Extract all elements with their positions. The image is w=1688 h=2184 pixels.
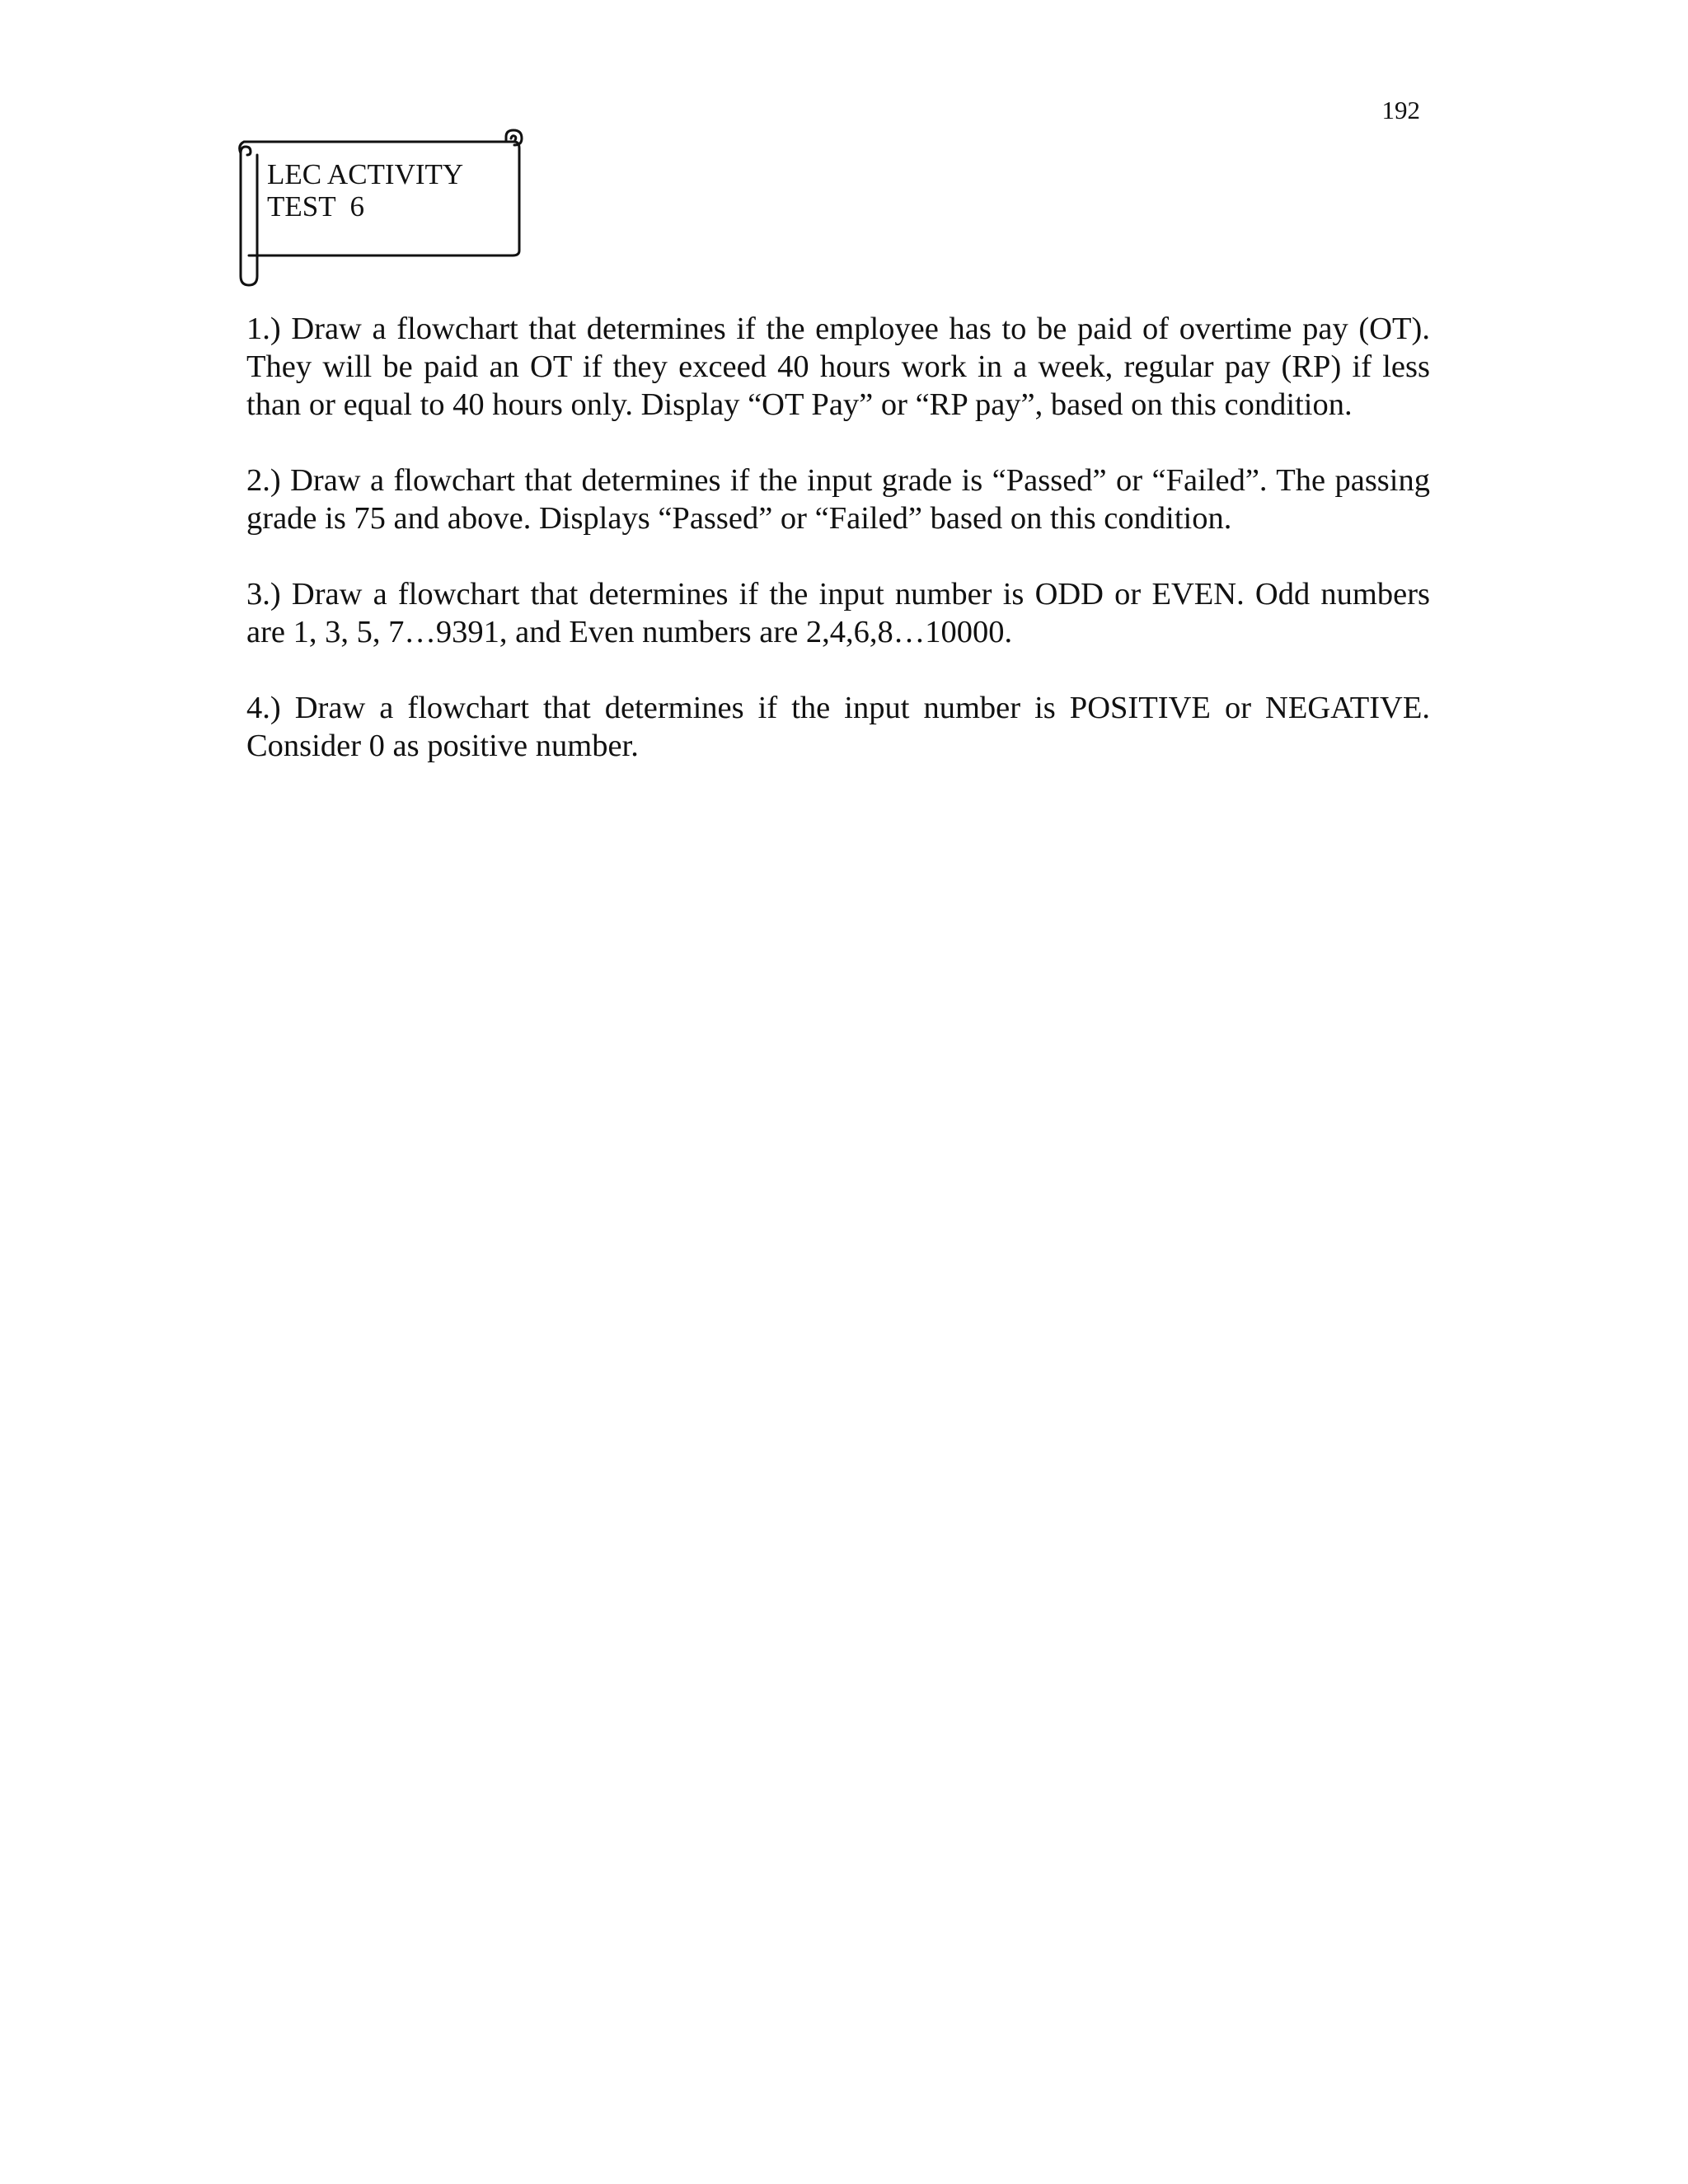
question-4: 4.) Draw a flowchart that determines if the input number is POSITIVE or NEGATIVE. Consider 0 as positive number.	[246, 691, 1430, 763]
page-number: 192	[1381, 96, 1420, 124]
question-1: 1.) Draw a flowchart that determines if the employee has to be paid of overtime pay (OT). They will be paid an OT if they exceed 40 hours work in a week, regular pay (RP) if less than or equal to 40 hours only. Display “OT Pay” or “RP pay”, based on this condition.	[246, 312, 1430, 422]
activity-banner	[229, 130, 528, 285]
question-2: 2.) Draw a flowchart that determines if the input grade is “Passed” or “Failed”. The passing grade is 75 and above. Displays “Passed” or “Failed” based on this condition.	[246, 463, 1430, 536]
banner-line-test: TEST 6	[267, 190, 364, 223]
question-list	[246, 310, 1430, 803]
banner-line-activity: LEC ACTIVITY	[267, 158, 464, 190]
banner-title	[267, 158, 463, 223]
question-3: 3.) Draw a flowchart that determines if the input number is ODD or EVEN. Odd numbers are 1, 3, 5, 7…9391, and Even numbers are 2,4,6,8…10000.	[246, 577, 1430, 649]
